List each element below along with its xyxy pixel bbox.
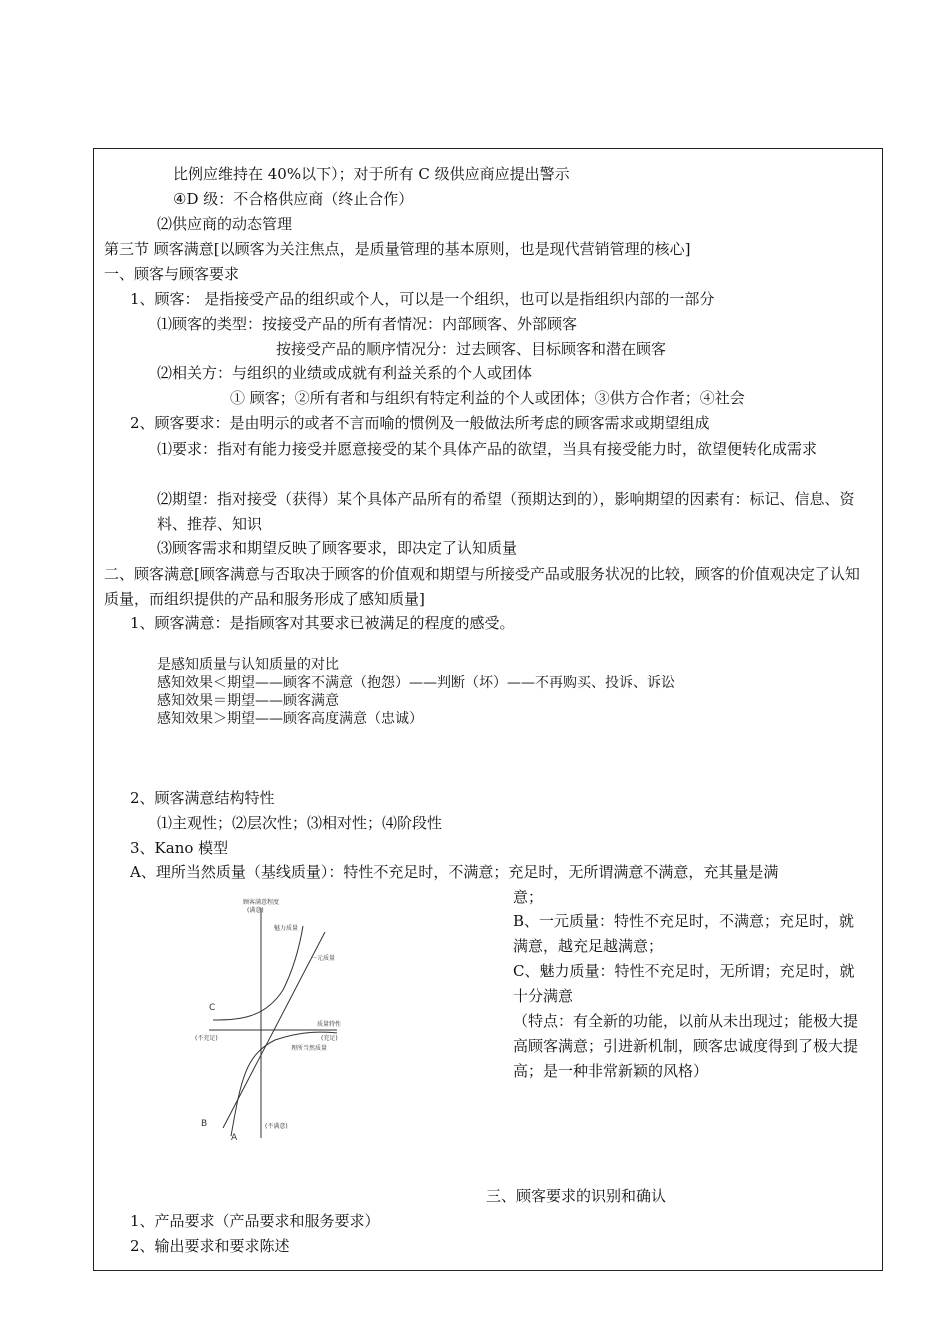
- axis-label: (充足): [321, 1035, 338, 1042]
- text-line: 比例应维持在 40%以下）；对于所有 C 级供应商应提出警示: [173, 165, 570, 183]
- text-line: ④D 级：不合格供应商（终止合作）: [173, 190, 414, 208]
- text-line: ⑴主观性；⑵层次性；⑶相对性；⑷阶段性: [157, 814, 443, 832]
- curve-label: 理所当然质量: [291, 1045, 328, 1052]
- comparison-line: 是感知质量与认知质量的对比: [157, 657, 339, 673]
- section-heading: 第三节 顾客满意[以顾客为关注焦点，是质量管理的基本原则，也是现代营销管理的核心]: [104, 240, 691, 258]
- text-line: ⑵供应商的动态管理: [157, 215, 293, 233]
- curve-label: 一元质量: [311, 955, 336, 962]
- text-line: ⑶顾客需求和期望反映了顾客要求，即决定了认知质量: [157, 539, 518, 557]
- text-line: 3、Kano 模型: [130, 839, 229, 857]
- comparison-line: 感知效果＝期望——顾客满意: [157, 693, 339, 709]
- text-paragraph: C、魅力质量：特性不充足时，无所谓；充足时，就十分满意: [513, 962, 855, 1005]
- text-line: 按接受产品的顺序情况分：过去顾客、目标顾客和潜在顾客: [276, 340, 667, 358]
- curve-label: 魅力质量: [274, 925, 299, 932]
- axis-label: (不充足): [195, 1035, 218, 1042]
- text-paragraph: B、一元质量：特性不充足时，不满意；充足时，就满意，越充足越满意；: [513, 912, 855, 955]
- text-line: ⑴顾客的类型：按接受产品的所有者情况：内部顾客、外部顾客: [157, 315, 578, 333]
- text-line: 1、顾客： 是指接受产品的组织或个人，可以是一个组织，也可以是指组织内部的一部分: [130, 290, 715, 308]
- kano-diagram: [185, 890, 375, 1150]
- axis-label: (满意): [247, 907, 264, 914]
- section-heading: 二、顾客满意[顾客满意与否取决于顾客的价值观和期望与所接受产品或服务状况的比较，顾客的价值观决定了认知质量，而组织提供的产品和服务形成了感知质量]: [104, 565, 860, 608]
- text-line: A、理所当然质量（基线质量）：特性不充足时，不满意；充足时，无所谓满意不满意，充其量是满: [130, 863, 779, 881]
- comparison-line: 感知效果＞期望——顾客高度满意（忠诚）: [157, 711, 423, 727]
- text-line: 2、顾客要求：是由明示的或者不言而喻的惯例及一般做法所考虑的顾客需求或期望组成: [130, 414, 710, 432]
- curve-letter: A: [231, 1133, 238, 1143]
- text-line: ⑵相关方：与组织的业绩或成就有利益关系的个人或团体: [157, 364, 533, 382]
- section-heading: 三、顾客要求的识别和确认: [486, 1187, 667, 1205]
- text-line: 1、产品要求（产品要求和服务要求）: [130, 1212, 380, 1230]
- text-line: ① 顾客；②所有者和与组织有特定利益的个人或团体；③供方合作者；④社会: [230, 389, 745, 407]
- text-line: 2、输出要求和要求陈述: [130, 1237, 290, 1255]
- text-line: 意；: [513, 888, 544, 906]
- text-line: 1、顾客满意：是指顾客对其要求已被满足的程度的感受。: [130, 614, 515, 632]
- comparison-line: 感知效果＜期望——顾客不满意（抱怨）——判断（坏）——不再购买、投诉、诉讼: [157, 675, 675, 691]
- text-paragraph: （特点：有全新的功能，以前从未出现过；能极大提高顾客满意；引进新机制，顾客忠诚度得到了极大提高；是一种非常新颖的风格）: [513, 1012, 859, 1080]
- curve-letter: C: [209, 1003, 216, 1013]
- axis-label: (不满意): [265, 1123, 288, 1130]
- curve-letter: B: [201, 1119, 208, 1129]
- charm-curve: [213, 926, 303, 1020]
- axis-label: 顾客满意程度: [243, 899, 280, 906]
- text-paragraph: ⑵期望：指对接受（获得）某个具体产品所有的希望（预期达到的），影响期望的因素有：标记、信息、资料、推荐、知识: [157, 490, 855, 533]
- text-paragraph: ⑴要求：指对有能力接受并愿意接受的某个具体产品的欲望，当具有接受能力时，欲望便转化成需求: [157, 440, 818, 458]
- section-heading: 一、顾客与顾客要求: [104, 265, 240, 283]
- text-line: 2、顾客满意结构特性: [130, 789, 275, 807]
- axis-label: 质量特性: [317, 1021, 342, 1028]
